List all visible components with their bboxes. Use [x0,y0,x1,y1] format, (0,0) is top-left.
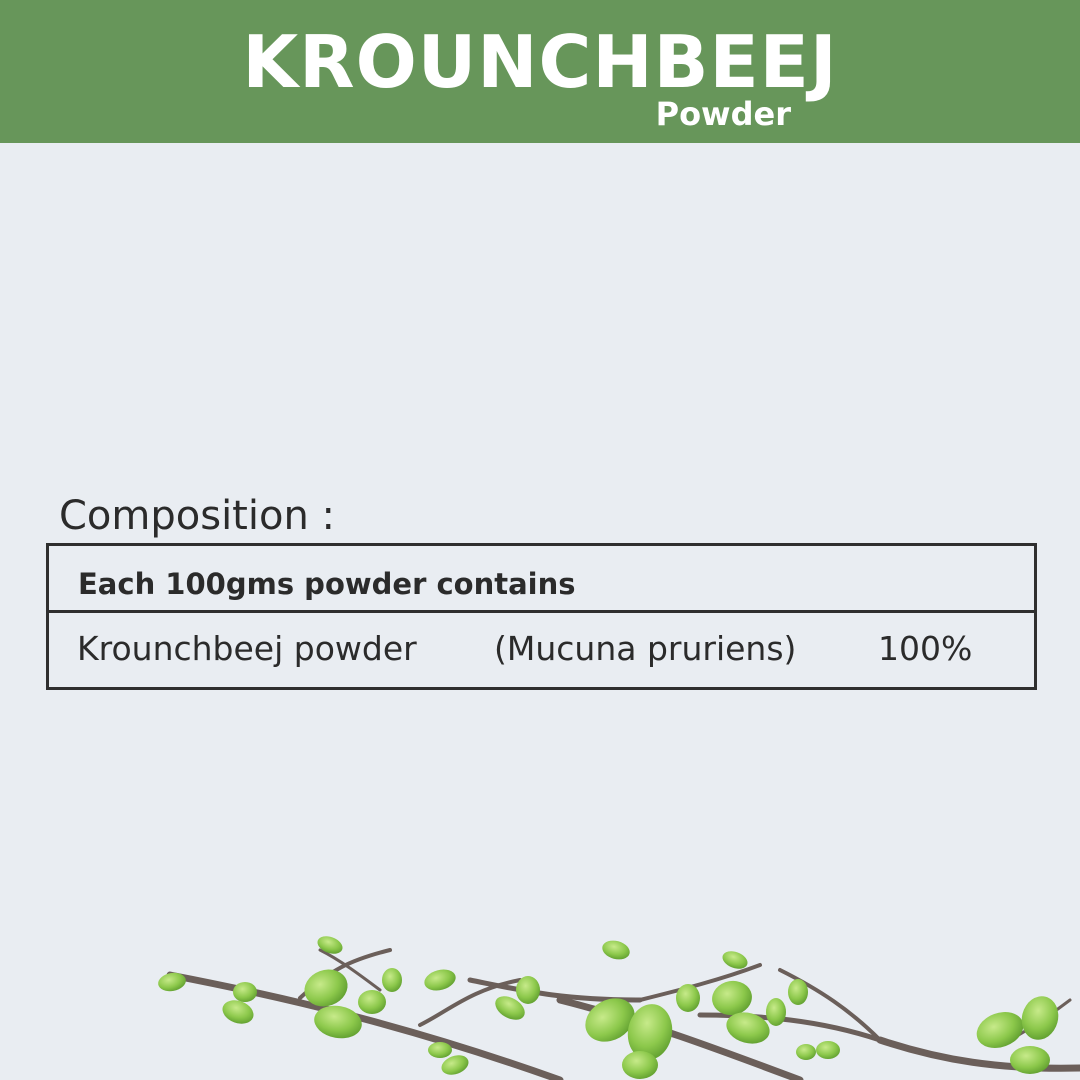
leafy-branch-illustration [0,920,1080,1080]
product-subtitle: Powder [655,95,791,133]
ingredient-name: Krounchbeej powder [77,629,417,668]
header-banner [0,0,1080,143]
composition-label: Composition : [59,493,335,539]
table-header-text: Each 100gms powder contains [78,567,576,601]
composition-table-header [49,546,1034,613]
product-title: KROUNCHBEEJ [242,20,838,104]
botanical-name: (Mucuna pruriens) [494,629,797,668]
composition-table [46,543,1037,690]
ingredient-percentage: 100% [878,629,973,668]
table-row [49,613,1034,687]
